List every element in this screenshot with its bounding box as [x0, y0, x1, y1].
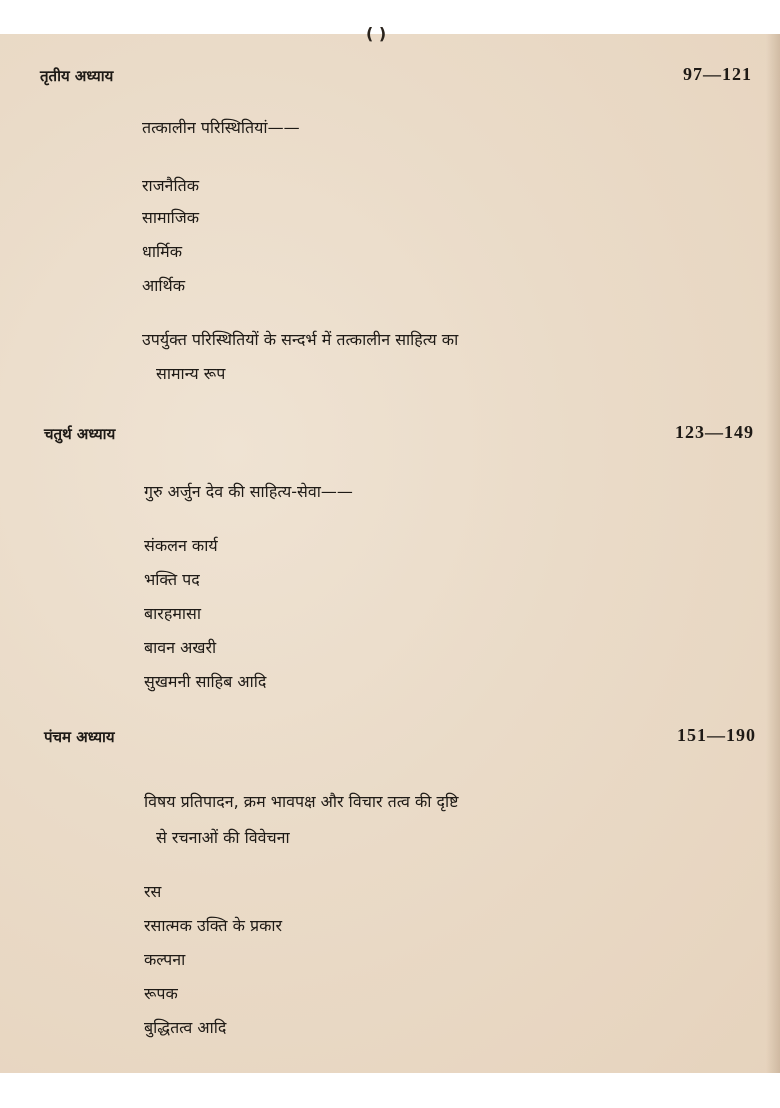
chapter-heading: तत्कालीन परिस्थितियां—— [142, 118, 300, 137]
list-item: राजनैतिक [142, 176, 199, 195]
list-item: कल्पना [144, 950, 186, 969]
list-item: रस [144, 882, 162, 901]
page-number-marker: ( ) [366, 24, 387, 43]
list-item: बावन अखरी [144, 638, 217, 657]
list-item: भक्ति पद [144, 570, 200, 589]
page-range: 97—121 [683, 64, 752, 84]
summary-line: सामान्य रूप [156, 364, 226, 383]
list-item: सुखमनी साहिब आदि [144, 672, 267, 691]
scanned-page [0, 24, 780, 1073]
list-item: बारहमासा [144, 604, 201, 623]
list-item: रसात्मक उक्ति के प्रकार [144, 916, 283, 935]
chapter-heading: विषय प्रतिपादन, क्रम भावपक्ष और विचार तत्व की दृष्टि [144, 792, 459, 811]
summary-line: उपर्युक्त परिस्थितियों के सन्दर्भ में तत्कालीन साहित्य का [142, 330, 459, 349]
page-range: 123—149 [675, 422, 754, 442]
list-item: सामाजिक [142, 208, 199, 227]
list-item: संकलन कार्य [144, 536, 218, 555]
chapter-heading: से रचनाओं की विवेचना [156, 828, 290, 847]
page-range: 151—190 [677, 725, 756, 745]
chapter-title: चतुर्थ अध्याय [44, 425, 116, 443]
list-item: धार्मिक [142, 242, 182, 261]
chapter-title: पंचम अध्याय [44, 728, 115, 746]
list-item: आर्थिक [142, 276, 186, 295]
list-item: रूपक [144, 984, 178, 1003]
chapter-heading: गुरु अर्जुन देव की साहित्य-सेवा—— [144, 482, 353, 501]
chapter-title: तृतीय अध्याय [40, 67, 114, 85]
list-item: बुद्धितत्व आदि [144, 1018, 227, 1037]
